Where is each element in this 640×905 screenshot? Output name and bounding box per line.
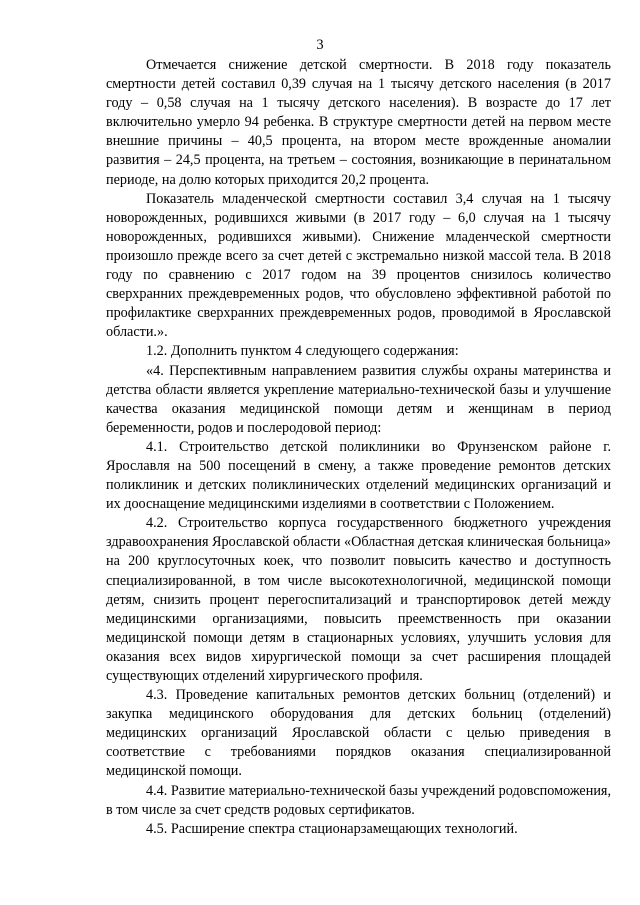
paragraph-amendment-1-2: 1.2. Дополнить пунктом 4 следующего содержания: (146, 343, 459, 360)
paragraph-item-4-1: 4.1. Строительство детской поликлиники во Фрунзенском районе г. Ярославля на 500 посещений в смену, а также проведение ремонтов детских поликлиник и детских поликлинических отделений медицинских организаций и их дооснащение медицинскими изделиями в соответствии с Положением. (106, 438, 611, 513)
paragraph-child-mortality: Отмечается снижение детской смертности. В 2018 году показатель смертности детей составил 0,39 случая на 1 тысячу детского населения (в 2017 году – 0,58 случая на 1 тысячу детского населения). В возрасте до 17 лет включительно умерло 94 ребенка. В структуре смертности детей на первом месте внешние причины – 40,5 процента, на втором месте врожденные аномалии развития – 24,5 процента, на третьем – состояния, возникающие в перинатальном периоде, на долю которых приходится 20,2 процента. (106, 57, 611, 188)
paragraph-item-4-3: 4.3. Проведение капитальных ремонтов детских больниц (отделений) и закупка медицинского оборудования для детских больниц (отделений) медицинских организаций Ярославской области с целью приведения в соответствие с требованиями порядков оказания специализированной медицинской помощи. (106, 687, 611, 780)
page-number: 3 (316, 37, 324, 53)
paragraph-infant-mortality: Показатель младенческой смертности составил 3,4 случая на 1 тысячу новорожденных, родившихся живыми (в 2017 году – 6,0 случая на 1 тысячу новорожденных, родившихся живыми). Снижение младенческой смертности произошло прежде всего за счет детей с экстремально низкой массой тела. В 2018 году по сравнению с 2017 годом на 39 процентов снизилось количество сверхранних преждевременных родов, что обусловлено эффективной работой по профилактике сверхранних преждевременных родов, проводимой в Ярославской области.». (106, 190, 611, 341)
paragraph-item-4-5: 4.5. Расширение спектра стационарзамещающих технологий. (146, 820, 518, 837)
paragraph-item-4: «4. Перспективным направлением развития службы охраны материнства и детства области является укрепление материально-технической базы и улучшение качества оказания медицинской помощи детям и женщинам в период беременности, родов и послеродовой период: (106, 362, 611, 436)
paragraph-item-4-2: 4.2. Строительство корпуса государственного бюджетного учреждения здравоохранения Ярославской области «Областная детская клиническая больница» на 200 круглосуточных коек, что позволит повысить качество и доступность специализированной, в том числе высокотехнологичной, медицинской помощи детям, снизить процент перегоспитализаций и транспортировок детей между медицинскими организациями, повысить преемственность при оказании медицинской помощи детям в стационарных условиях, улучшить условия для оказания всех видов хирургической помощи за счет расширения площадей существующих отделений хирургического профиля. (106, 515, 611, 684)
paragraph-item-4-4: 4.4. Развитие материально-технической базы учреждений родовспоможения, в том числе за счет средств родовых сертификатов. (106, 782, 611, 818)
document-body (106, 56, 611, 839)
